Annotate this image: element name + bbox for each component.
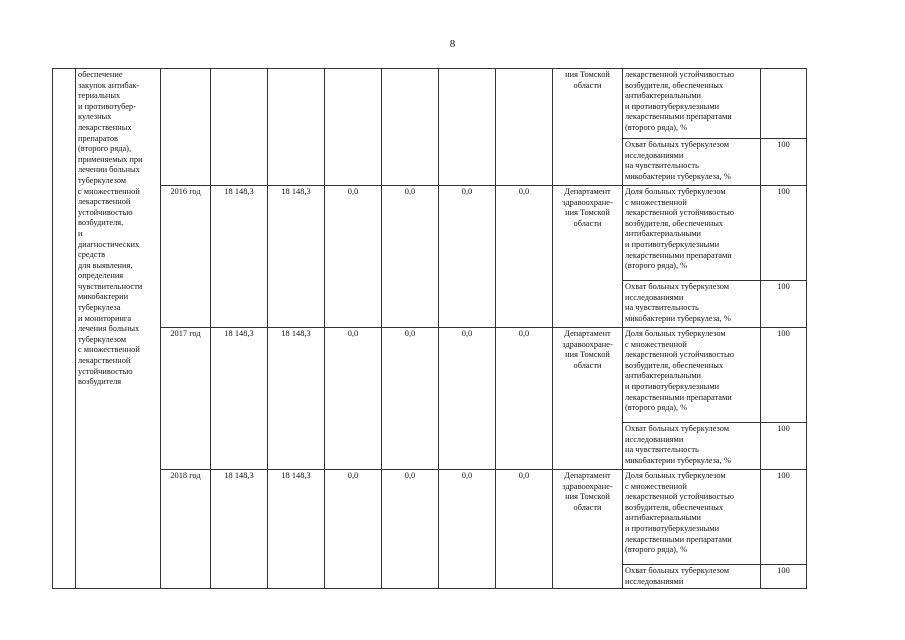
executor-text: Департамент здравоохране- ния Томской области [562, 329, 613, 370]
task-cell [76, 69, 161, 589]
executor-cell [553, 328, 623, 470]
extra-value: 0,0 [518, 471, 530, 480]
table-row [53, 328, 807, 423]
total-cell [211, 186, 268, 328]
indicator-cell [623, 69, 761, 139]
value-text: 100 [777, 471, 790, 480]
executor-text: Департамент здравоохране- ния Томской области [562, 471, 613, 512]
executor-cell [553, 470, 623, 589]
federal-value: 18 148,3 [281, 329, 311, 338]
indicator-text: Охват больных туберкулезом исследованиями на чувствительность микобактерии туберкулеза, % [625, 282, 731, 323]
extra-cell [496, 186, 553, 328]
executor-text: ния Томской области [565, 70, 610, 90]
extra-cell [496, 69, 553, 186]
regional-value: 0,0 [347, 471, 359, 480]
value-text: 100 [777, 140, 790, 149]
local-cell [382, 186, 439, 328]
value-text: 100 [777, 187, 790, 196]
regional-cell [325, 328, 382, 470]
year-cell [161, 69, 211, 186]
indicator-text: лекарственной устойчивостью возбудителя, обеспеченных антибактериальными и противотуберкулезными лекарственными препаратами (второго ряда), % [625, 70, 735, 132]
total-value: 18 148,3 [224, 471, 254, 480]
local-cell [382, 470, 439, 589]
federal-cell [268, 186, 325, 328]
extra-cell [496, 328, 553, 470]
value-cell [761, 565, 807, 589]
extra-cell [496, 470, 553, 589]
municipal-value: 0,0 [461, 187, 473, 196]
regional-cell [325, 470, 382, 589]
value-cell [761, 139, 807, 186]
total-cell [211, 69, 268, 186]
value-cell [761, 281, 807, 328]
indicator-cell [623, 139, 761, 186]
federal-value: 18 148,3 [281, 187, 311, 196]
regional-cell [325, 69, 382, 186]
value-cell [761, 69, 807, 139]
year-text: 2016 год [170, 187, 201, 196]
local-value: 0,0 [404, 471, 416, 480]
local-value: 0,0 [404, 329, 416, 338]
page-number: 8 [449, 38, 456, 50]
value-text: 100 [777, 282, 790, 291]
year-text: 2018 год [170, 471, 201, 480]
municipal-value: 0,0 [461, 471, 473, 480]
table-row [53, 69, 807, 139]
value-cell [761, 423, 807, 470]
program-table [52, 68, 807, 589]
indicator-text: Охват больных туберкулезом исследованиями [625, 566, 730, 586]
year-cell [161, 186, 211, 328]
total-value: 18 148,3 [224, 329, 254, 338]
federal-cell [268, 69, 325, 186]
indicator-cell [623, 470, 761, 565]
indicator-cell [623, 186, 761, 281]
table-row [53, 470, 807, 565]
regional-cell [325, 186, 382, 328]
municipal-cell [439, 470, 496, 589]
federal-cell [268, 328, 325, 470]
indicator-cell [623, 281, 761, 328]
local-value: 0,0 [404, 187, 416, 196]
table-row [53, 186, 807, 281]
municipal-cell [439, 186, 496, 328]
value-cell [761, 328, 807, 423]
local-cell [382, 328, 439, 470]
indicator-text: Охват больных туберкулезом исследованиями на чувствительность микобактерии туберкулеза, % [625, 424, 731, 465]
federal-cell [268, 470, 325, 589]
regional-value: 0,0 [347, 187, 359, 196]
year-cell [161, 470, 211, 589]
indicator-text: Доля больных туберкулезом с множественной лекарственной устойчивостью возбудителя, обеспеченных антибактериальными и противотуберкулезными лекарственными препаратами (второго ряда), % [625, 471, 735, 555]
indicator-text: Доля больных туберкулезом с множественной лекарственной устойчивостью возбудителя, обеспеченных антибактериальными и противотуберкулезными лекарственными препаратами (второго ряда), % [625, 187, 735, 271]
indicator-text: Охват больных туберкулезом исследованиями на чувствительность микобактерии туберкулеза, % [625, 140, 731, 181]
total-cell [211, 328, 268, 470]
value-cell [761, 186, 807, 281]
executor-cell [553, 186, 623, 328]
extra-value: 0,0 [518, 187, 530, 196]
municipal-cell [439, 328, 496, 470]
municipal-value: 0,0 [461, 329, 473, 338]
row-number-cell [53, 69, 76, 589]
total-value: 18 148,3 [224, 187, 254, 196]
year-text: 2017 год [170, 329, 201, 338]
federal-value: 18 148,3 [281, 471, 311, 480]
regional-value: 0,0 [347, 329, 359, 338]
executor-text: Департамент здравоохране- ния Томской области [562, 187, 613, 228]
year-cell [161, 328, 211, 470]
total-cell [211, 470, 268, 589]
municipal-cell [439, 69, 496, 186]
indicator-cell [623, 328, 761, 423]
task-text: обеспечение закупок антибак- териальных и противотубер- кулезных лекарственных препаратов (второго ряда), применяемых при лечении больных туберкулезом с множественной лекарственной устойчивостью возбудителя, и диагностических средств для выявления, определения чувствительности микобактерии туберкулеза и мониторинга лечения больных туберкулезом с множественной лекарственной устойчивостью возбудителя [78, 70, 143, 387]
value-text: 100 [777, 566, 790, 575]
value-text: 100 [777, 329, 790, 338]
indicator-cell [623, 565, 761, 589]
executor-cell [553, 69, 623, 186]
extra-value: 0,0 [518, 329, 530, 338]
indicator-cell [623, 423, 761, 470]
indicator-text: Доля больных туберкулезом с множественной лекарственной устойчивостью возбудителя, обеспеченных антибактериальными и противотуберкулезными лекарственными препаратами (второго ряда), % [625, 329, 735, 413]
value-text: 100 [777, 424, 790, 433]
local-cell [382, 69, 439, 186]
value-cell [761, 470, 807, 565]
